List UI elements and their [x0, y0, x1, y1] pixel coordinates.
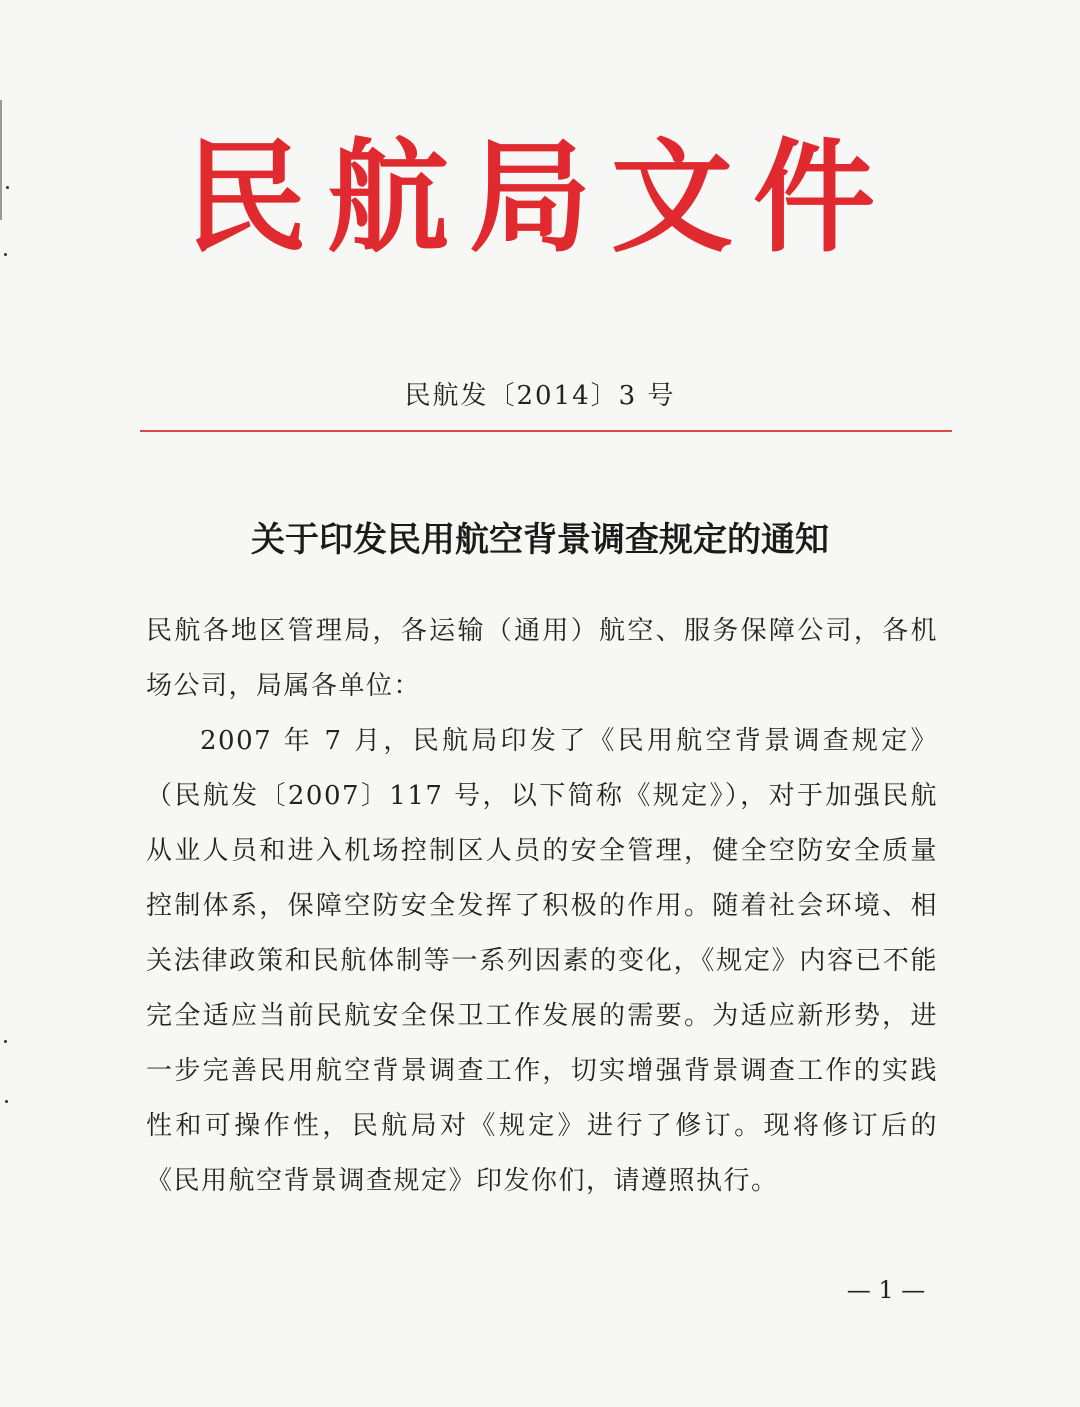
- scan-speck: [4, 1040, 7, 1043]
- body-paragraph: 2007 年 7 月，民航局印发了《民用航空背景调查规定》（民航发〔2007〕117 号，以下简称《规定》），对于加强民航从业人员和进入机场控制区人员的安全管理，健全空防安全质量控制体系，保障空防安全发挥了积极的作用。随着社会环境、相关法律政策和民航体制等一系列因素的变化，《规定》内容已不能完全适应当前民航安全保卫工作发展的需要。为适应新形势，进一步完善民用航空背景调查工作，切实增强背景调查工作的实践性和可操作性，民航局对《规定》进行了修订。现将修订后的《民用航空背景调查规定》印发你们，请遵照执行。: [146, 726, 938, 1196]
- addressee-line: 民航各地区管理局，各运输（通用）航空、服务保障公司，各机场公司，局属各单位：: [146, 616, 938, 701]
- page-number: — 1 —: [846, 1276, 926, 1304]
- document-body: [146, 604, 938, 1209]
- red-separator-line: [140, 430, 952, 432]
- document-title: 关于印发民用航空背景调查规定的通知: [251, 520, 829, 560]
- scan-speck: [5, 1100, 8, 1103]
- document-number: 民航发〔2014〕3 号: [404, 381, 676, 411]
- document-masthead: 民航局文件: [185, 127, 895, 269]
